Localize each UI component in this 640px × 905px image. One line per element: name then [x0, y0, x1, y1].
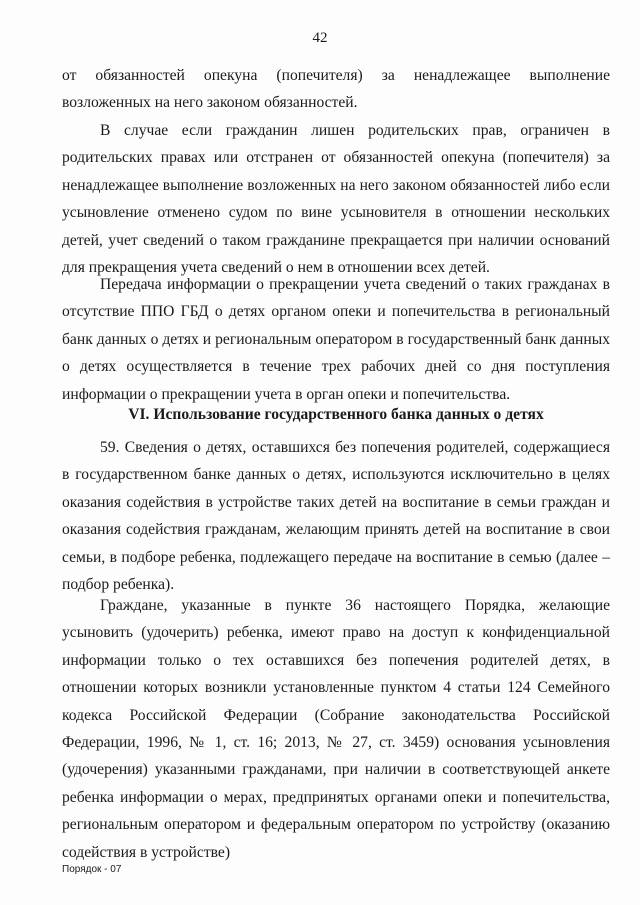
footer-label: Порядок - 07	[62, 864, 122, 875]
paragraph-3: Передача информации о прекращении учета сведений о таких гражданах в отсутствие ППО ГБД о детях органом опеки и попечительства в региональный банк данных о детях и региональным оператором в государственный банк данных о детях осуществляется в течение трех рабочих дней со дня поступления информации о прекращении учета в орган опеки и попечительства.	[62, 276, 610, 403]
section-heading: VI. Использование государственного банка данных о детях	[128, 406, 544, 423]
paragraph-block-4	[62, 434, 610, 598]
paragraph-block-5	[62, 592, 610, 866]
paragraph-4: 59. Сведения о детях, оставшихся без попечения родителей, содержащиеся в государственном банке данных о детях, используются исключительно в целях оказания содействия в устройстве таких детей на воспитание в семьи граждан и оказания содействия гражданам, желающим принять детей на воспитание в свои семьи, в подборе ребенка, подлежащего передаче на воспитание в семью (далее – подбор ребенка).	[62, 439, 610, 594]
paragraph-block-2	[62, 117, 610, 281]
paragraph-2: В случае если гражданин лишен родительских прав, ограничен в родительских правах или отстранен от обязанностей опекуна (попечителя) за ненадлежащее выполнение возложенных на него законом обязанностей либо если усыновление отменено судом по вине усыновителя в отношении нескольких детей, учет сведений о таком гражданине прекращается при наличии оснований для прекращения учета сведений о нем в отношении всех детей.	[62, 122, 610, 277]
paragraph-1: от обязанностей опекуна (попечителя) за ненадлежащее выполнение возложенных на него законом обязанностей.	[62, 67, 610, 112]
paragraph-5: Граждане, указанные в пункте 36 настоящего Порядка, желающие усыновить (удочерить) ребенка, имеют право на доступ к конфиденциальной информации только о тех оставшихся без попечения родителей детях, в отношении которых возникли установленные пунктом 4 статьи 124 Семейного кодекса Российской Федерации (Собрание законодательства Российской Федерации, 1996, № 1, ст. 16; 2013, № 27, ст. 3459) основания усыновления (удочерения) указанными гражданами, при наличии в соответствующей анкете ребенка информации о мерах, предпринятых органами опеки и попечительства, региональным оператором и федеральным оператором по устройству (оказанию содействия в устройстве)	[62, 597, 610, 861]
paragraph-block-3	[62, 271, 610, 408]
page-number: 42	[312, 30, 328, 46]
paragraph-continuation	[62, 62, 610, 117]
